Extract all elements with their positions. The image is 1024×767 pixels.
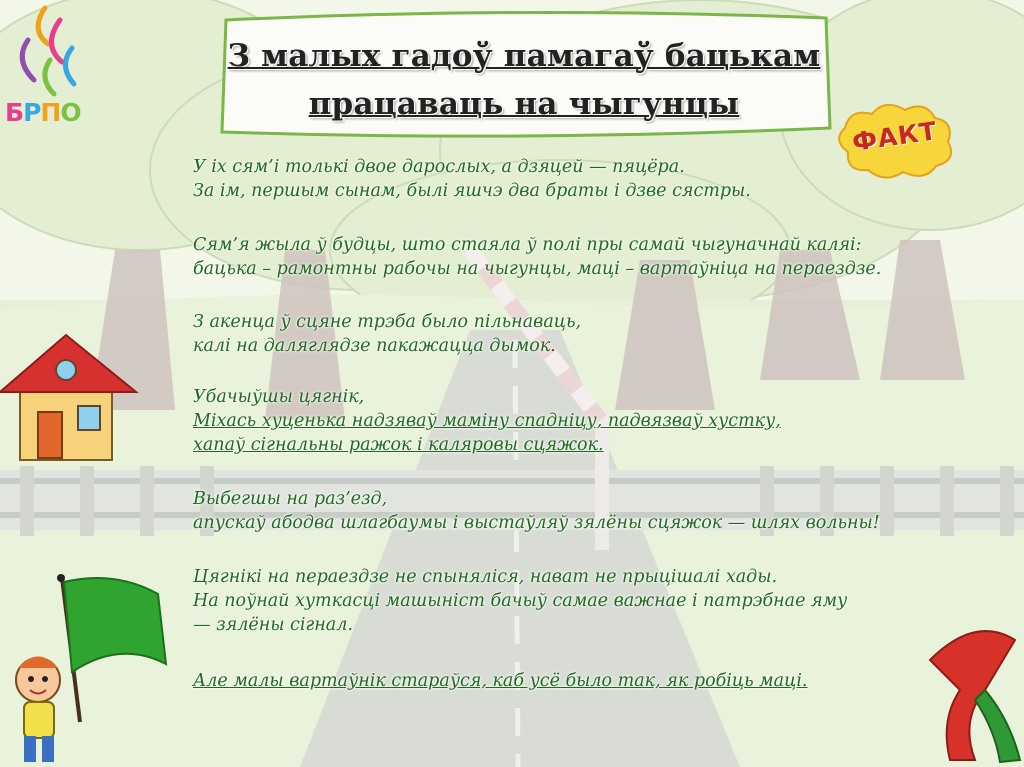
- paragraph-line: апускаў абодва шлагбаумы і выстаўляў зялёны сцяжок — шлях вольны!: [193, 513, 880, 533]
- paragraph-line: Цягнікі на пераездзе не спыняліся, нават не прыцішалі хады.: [193, 567, 778, 587]
- paragraph-line: Сям’я жыла ў будцы, што стаяла ў полі пры самай чыгуначнай каляі:: [193, 235, 862, 255]
- logo-letter: О: [60, 98, 81, 127]
- paragraph-line: бацька – рамонтны рабочы на чыгунцы, маці – вартаўніца на пераездзе.: [193, 259, 882, 279]
- paragraph-crossing: [193, 487, 880, 535]
- paragraph-line: Міхась хуценька надзяваў маміну спадніцу, падвязваў хустку,: [193, 411, 781, 431]
- logo-letter: Б: [5, 98, 24, 127]
- paragraph-train: [193, 385, 781, 457]
- paragraph-line: хапаў сігнальны ражок і каляровы сцяжок.: [193, 435, 604, 455]
- paragraph-line: Выбегшы на раз’езд,: [193, 489, 388, 509]
- paragraph-line: Убачыўшы цягнік,: [193, 387, 365, 407]
- paragraph-booth: [193, 233, 881, 281]
- paragraph-signal: [193, 565, 847, 637]
- paragraph-line: — зялёны сігнал.: [193, 615, 353, 635]
- fact-badge: ФАКТ: [850, 116, 940, 157]
- paragraph-window: [193, 310, 581, 358]
- brpo-logo: [5, 98, 81, 127]
- paragraph-line: У іх сям’і толькі двое дарослых, а дзяцей — пяцёра.: [193, 157, 685, 177]
- paragraph-line: На поўнай хуткасці машыніст бачыў самае важнае і патрэбнае яму: [193, 591, 848, 611]
- paragraph-family: [193, 155, 751, 203]
- paragraph-line: калі на даляглядзе пакажацца дымок.: [193, 336, 556, 356]
- title-line-2: працаваць на чыгунцы: [308, 86, 740, 122]
- paragraph-line: Але малы вартаўнік стараўся, каб усё было так, як робіць маці.: [193, 671, 808, 691]
- title-line-1: З малых гадоў памагаў бацькам: [227, 38, 821, 74]
- logo-letter: П: [40, 98, 61, 127]
- paragraph-line: З акенца ў сцяне трэба было пільнаваць,: [193, 312, 582, 332]
- paragraph-conclusion: [193, 669, 808, 693]
- paragraph-line: За ім, першым сынам, былі яшчэ два браты і дзве сястры.: [193, 181, 751, 201]
- logo-letter: Р: [23, 98, 41, 127]
- title: [222, 16, 826, 134]
